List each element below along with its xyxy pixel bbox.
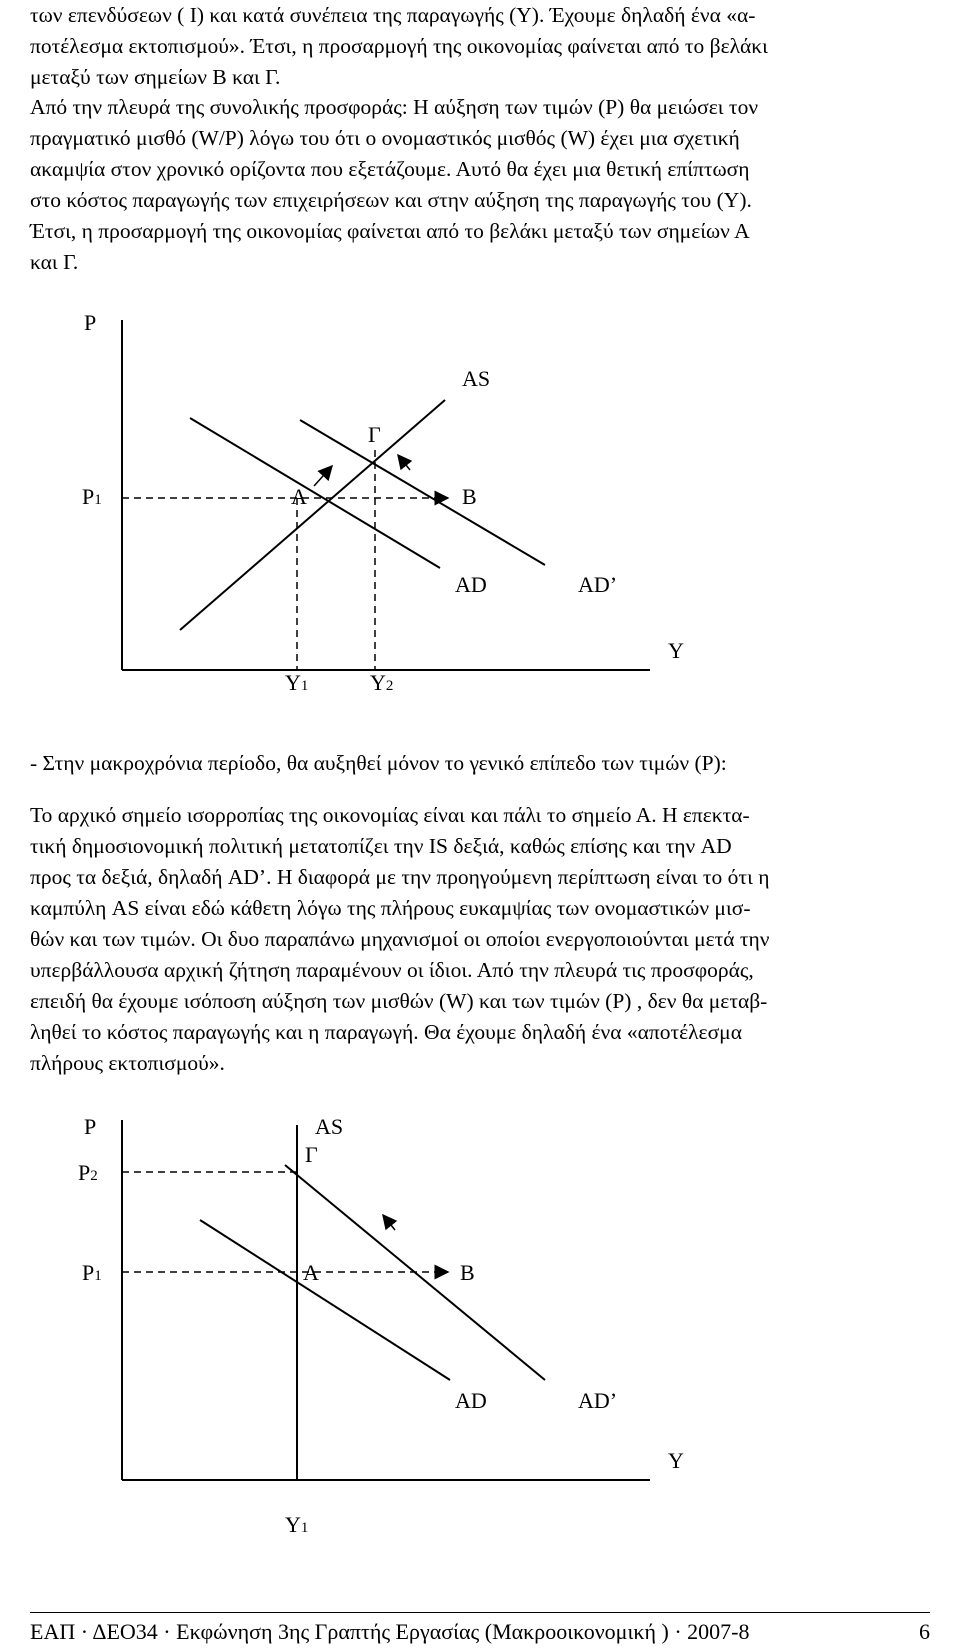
p1-label: P1 [82,1260,102,1285]
as-label: AS [462,366,491,391]
p-axis-label: P [84,310,97,335]
text-line: ληθεί το κόστος παραγωγής και η παραγωγή. Θα έχουμε δηλαδή ένα «αποτέλεσμα [30,1020,742,1044]
text-line: υπερβάλλουσα αρχική ζήτηση παραμένουν οι ίδιοι. Από την πλευρά τις προσφοράς, [30,958,754,982]
text-line: πλήρους εκτοπισμού». [30,1051,225,1075]
as-label: AS [315,1114,344,1139]
text-line: και Γ. [30,250,79,274]
text-line: Έτσι, η προσαρμογή της οικονομίας φαίνεται από το βελάκι μεταξύ των σημείων Α [30,219,750,243]
ad-label: AD [455,572,487,597]
figure-1-diagram [0,290,960,710]
point-b-label: B [462,484,477,509]
y1-label: Y1 [285,670,309,695]
text-line: πραγματικό μισθό (W/P) λόγω του ότι ο ονομαστικός μισθός (W) έχει μια σχετική [30,126,740,150]
text-line: Το αρχικό σημείο ισορροπίας της οικονομίας είναι και πάλι το σημείο Α. Η επεκτα- [30,803,750,827]
point-gamma-label: Γ [305,1142,318,1167]
arrow-b-to-gamma [383,1215,395,1230]
text-line: επειδή θα έχουμε ισόποση αύξηση των μισθών (W) και των τιμών (P) , δεν θα μεταβ- [30,989,768,1013]
y-axis-label: Y [668,1448,684,1473]
y-axis-label: Y [668,638,684,663]
ad-prime-label: AD’ [578,572,618,597]
text-line: ακαμψία στον χρονικό ορίζοντα που εξετάζουμε. Αυτό θα έχει μια θετική επίπτωση [30,157,750,181]
text-line: μεταξύ των σημείων Β και Γ. [30,65,281,89]
page-number: 6 [919,1619,930,1644]
longrun-paragraph [30,800,930,1079]
as-curve [180,400,445,630]
point-gamma-label: Γ [368,422,381,447]
point-a-label: A [303,1260,319,1285]
y2-label: Y2 [370,670,394,695]
text-line: στο κόστος παραγωγής των επιχειρήσεων και στην αύξηση της παραγωγής του (Y). [30,188,752,212]
arrow-b-to-gamma [398,455,410,470]
ad-prime-curve [300,420,545,565]
p-axis-label: P [84,1114,97,1139]
p1-label: P1 [82,484,102,509]
footer-text: ΕΑΠ · ΔΕΟ34 · Εκφώνηση 3ης Γραπτής Εργασίας (Μακροοικονομική ) · 2007-8 [30,1619,750,1644]
point-b-label: B [460,1260,475,1285]
text-line: καμπύλη AS είναι εδώ κάθετη λόγω της πλήρους ευκαμψίας των ονομαστικών μισ- [30,896,751,920]
text-line: τική δημοσιονομική πολιτική μετατοπίζει την IS δεξιά, καθώς επίσης και την AD [30,834,732,858]
y1-label: Y1 [285,1512,309,1537]
text-line: προς τα δεξιά, δηλαδή AD’. Η διαφορά με την προηγούμενη περίπτωση είναι το ότι η [30,865,770,889]
ad-curve [200,1220,450,1380]
supply-paragraph [30,92,930,278]
text-line: των επενδύσεων ( I) και κατά συνέπεια της παραγωγής (Y). Έχουμε δηλαδή ένα «α- [30,3,756,27]
p2-label: P2 [78,1160,98,1185]
ad-curve [190,418,440,568]
arrow-a-to-gamma [314,466,332,486]
text-line: - Στην μακροχρόνια περίοδο, θα αυξηθεί μόνον το γενικό επίπεδο των τιμών (P): [30,751,727,775]
longrun-heading [30,748,930,779]
text-line: θών και των τιμών. Οι δυο παραπάνω μηχανισμοί οι οποίοι ενεργοποιούνται μετά την [30,927,770,951]
intro-paragraph [30,0,930,93]
figure-2-diagram [0,1100,960,1540]
ad-label: AD [455,1388,487,1413]
ad-prime-label: AD’ [578,1388,618,1413]
point-a-label: A [291,484,307,509]
page-footer [30,1612,930,1645]
text-line: Από την πλευρά της συνολικής προσφοράς: Η αύξηση των τιμών (P) θα μειώσει τον [30,95,759,119]
text-line: ποτέλεσμα εκτοπισμού». Έτσι, η προσαρμογή της οικονομίας φαίνεται από το βελάκι [30,34,768,58]
